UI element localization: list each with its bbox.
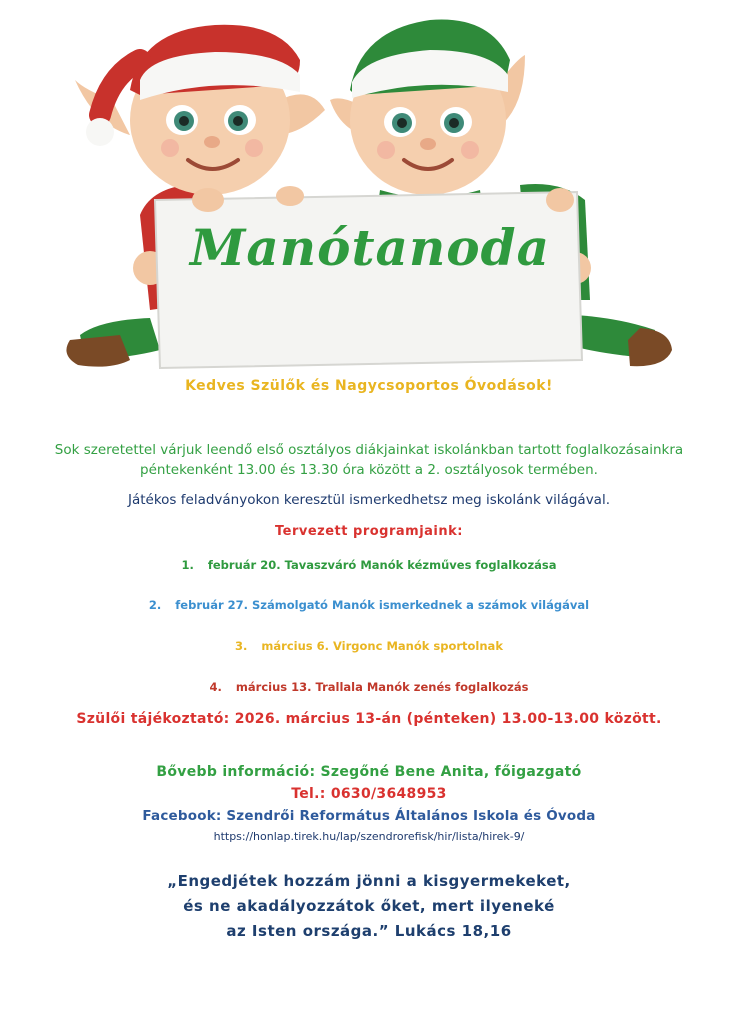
quote-line-1: „Engedjétek hozzám jönni a kisgyermekeket, <box>167 872 571 890</box>
quote-line-2: és ne akadályozzátok őket, mert ilyeneké <box>183 897 555 915</box>
contact-name: Bővebb információ: Szegőné Bene Anita, főigazgató <box>156 764 582 780</box>
program-item <box>0 598 738 612</box>
explore-text: Játékos feladványokon keresztül ismerkedhetsz meg iskolánk világával. <box>127 492 610 508</box>
sign-board <box>155 186 582 368</box>
program-item <box>0 639 738 653</box>
website-link[interactable]: https://honlap.tirek.hu/lap/szendrorefisk/hir/lista/hirek-9/ <box>213 830 525 843</box>
greeting: Kedves Szülők és Nagycsoportos Óvodások! <box>185 378 553 394</box>
program-item-number: 2. <box>148 598 162 612</box>
program-item-text: február 20. Tavaszváró Manók kézműves foglalkozása <box>207 558 557 572</box>
program-item <box>0 680 738 694</box>
elves-illustration <box>0 0 738 392</box>
program-item-text: március 13. Trallala Manók zenés foglalkozás <box>235 680 529 694</box>
intro-line-1: Sok szeretettel várjuk leendő első osztályos diákjainkat iskolánkban tartott foglalkozásainkra <box>54 442 684 458</box>
contact-phone: Tel.: 0630/3648953 <box>291 786 447 802</box>
quote-line-3: az Isten országa.” Lukács 18,16 <box>226 922 512 940</box>
program-item-text: február 27. Számolgató Manók ismerkednek a számok világával <box>175 598 590 612</box>
program-heading: Tervezett programjaink: <box>275 524 463 539</box>
program-item-number: 4. <box>209 680 222 694</box>
hero-illustration <box>0 0 738 392</box>
page-title: Manótanoda <box>190 218 550 277</box>
program-item <box>0 558 738 572</box>
program-item-number: 3. <box>235 639 248 653</box>
facebook-link[interactable]: Facebook: Szendrői Református Általános Iskola és Óvoda <box>142 808 596 824</box>
program-item-text: március 6. Virgonc Manók sportolnak <box>261 639 503 653</box>
intro-line-2: péntekenként 13.00 és 13.30 óra között a 2. osztályosok termében. <box>140 462 598 478</box>
program-item-number: 1. <box>181 558 194 572</box>
parent-info: Szülői tájékoztató: 2026. március 13-án (pénteken) 13.00-13.00 között. <box>76 711 662 727</box>
